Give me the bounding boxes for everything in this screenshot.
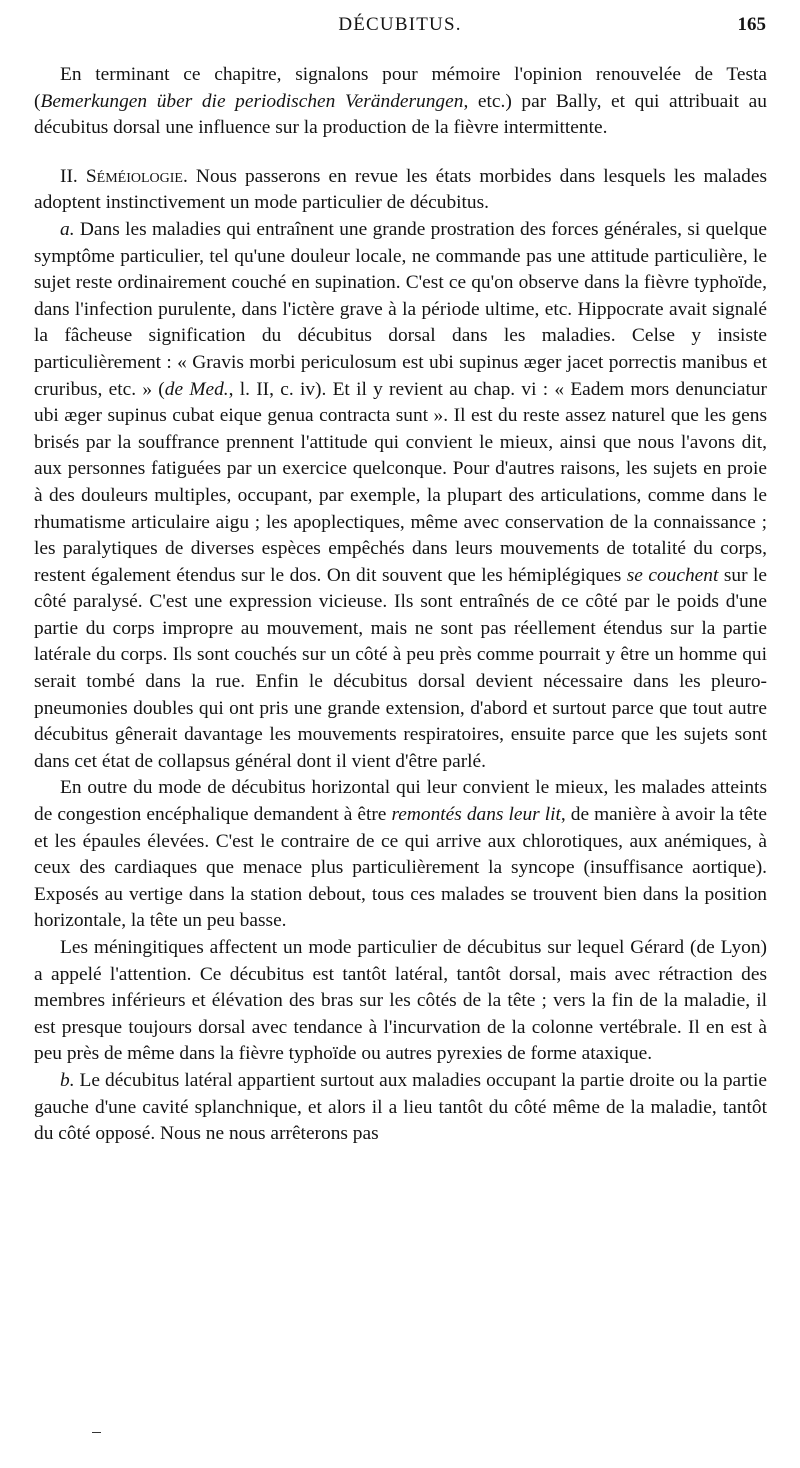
running-head: DÉCUBITUS. (338, 14, 462, 35)
page-header (34, 8, 766, 38)
text-run: . Nous passerons en revue les états morbides dans lesquels les malades adoptent instinctivement un mode particulier de décubitus. (34, 165, 767, 214)
text-run: Dans les maladies qui entraînent une grande prostration des forces générales, si quelque symptôme particulier, tel qu'une douleur locale, ne commande pas une attitude particulière, le sujet reste ordinairement couché en supination. C'est ce qu'on observe dans la fièvre typhoïde, dans l'infection purulente, dans l'ictère grave à la période ultime, etc. Hippocrate avait signalé la fâcheuse signification du décubitus dorsal dans les maladies. Celse y insiste particulièrement : « Gravis morbi periculosum est ubi supinus æger jacet porrectis manibus et cruribus, etc. » ( (34, 218, 767, 400)
italic-text-run: remontés dans leur lit (391, 804, 561, 826)
text-run: , l. II, c. iv). Et il y revient au chap. vi : « Eadem mors denunciatur ubi æger supinus cubat eique genua contracta sunt ». Il est du reste assez naturel que les gens brisés par la souffrance prennent l'attitude qui convient le mieux, ainsi que nous l'avons dit, aux personnes fatiguées par un exercice quelconque. Pour d'autres raisons, les sujets en proie à des douleurs multiples, occupant, par exemple, la plupart des articulations, comme dans le rhumatisme articulaire aigu ; les apoplectiques, même avec conservation de la connaissance ; les paralytiques de diverses espèces empêchés dans leurs mouvements de totalité du corps, restent également étendus sur le dos. On dit souvent que les hémiplégiques (34, 378, 767, 586)
small-caps-heading: Séméiologie (85, 165, 183, 187)
text-run: II. (60, 165, 86, 187)
text-run: , etc.) par Bally, et qui attribuait au décubitus dorsal une influence sur la production de la fièvre intermittente. (34, 90, 767, 139)
text-run: , de manière à avoir la tête et les épaules élevées. C'est le contraire de ce qui arrive aux chlorotiques, aux anémiques, à ceux des cardiaques que menace plus particulièrement la syncope (insuffisance aortique). Exposés au vertige dans la station debout, tous ces malades se trouvent bien dans la position horizontale, la tête un peu basse. (34, 804, 768, 932)
paragraph-meningitiques (34, 935, 767, 1068)
paragraph-congestion-encephalique (34, 775, 767, 935)
text-run: Les méningitiques affectent un mode particulier de décubitus sur lequel Gérard (de Lyon) a appelé l'attention. Ce décubitus est tantôt latéral, tantôt dorsal, mais avec rétraction des membres inférieurs et élévation des bras sur les côtés de la tête ; vers la fin de la maladie, il est presque toujours dorsal avec tendance à l'incurvation de la colonne vertébrale. Il en est à peu près de même dans la fièvre typhoïde ou autres pyrexies de forme ataxique. (34, 937, 767, 1065)
paragraph-section-a (34, 217, 767, 775)
text-run: sur le côté paralysé. C'est une expression vicieuse. Ils sont entraînés de ce côté par le poids d'une partie du corps impropre au mouvement, mais ne sont pas réellement étendus sur la partie latérale du corps. Ils sont couchés sur un côté à peu près comme pourrait y être un homme qui serait tombé dans la rue. Enfin le décubitus dorsal devient nécessaire dans les pleuro-pneumonies doubles qui ont pris une grande extension, d'abord et surtout parce que tout autre décubitus gênerait davantage les mouvements respiratoires, ensuite parce que les sujets sont dans cet état de collapsus général dont il vient d'être parlé. (34, 564, 767, 772)
text-run: En terminant ce chapitre, signalons pour mémoire l'opinion renouvelée de Testa ( (34, 64, 767, 112)
italic-text-run: a. (60, 218, 75, 240)
text-run: Le décubitus latéral appartient surtout aux maladies occupant la partie droite ou la partie gauche d'une cavité splanchnique, et alors il a lieu tantôt du côté même de la maladie, tantôt du côté opposé. Nous ne nous arrêterons pas (34, 1069, 767, 1145)
text-run: En outre du mode de décubitus horizontal qui leur convient le mieux, les malades atteints de congestion encéphalique demandent à être (34, 777, 767, 826)
paragraph-semeiologie-intro (34, 164, 767, 217)
paragraph-bally-testa (34, 62, 767, 142)
italic-text-run: de Med. (164, 378, 229, 400)
page-body (34, 62, 767, 1148)
footer-mark (92, 1432, 101, 1433)
italic-text-run: b. (60, 1069, 75, 1091)
paragraph-section-b (34, 1068, 767, 1148)
page-number: 165 (737, 14, 766, 35)
italic-text-run: Bemerkungen über die periodischen Veränderungen (40, 90, 464, 112)
italic-text-run: se couchent (626, 564, 719, 586)
